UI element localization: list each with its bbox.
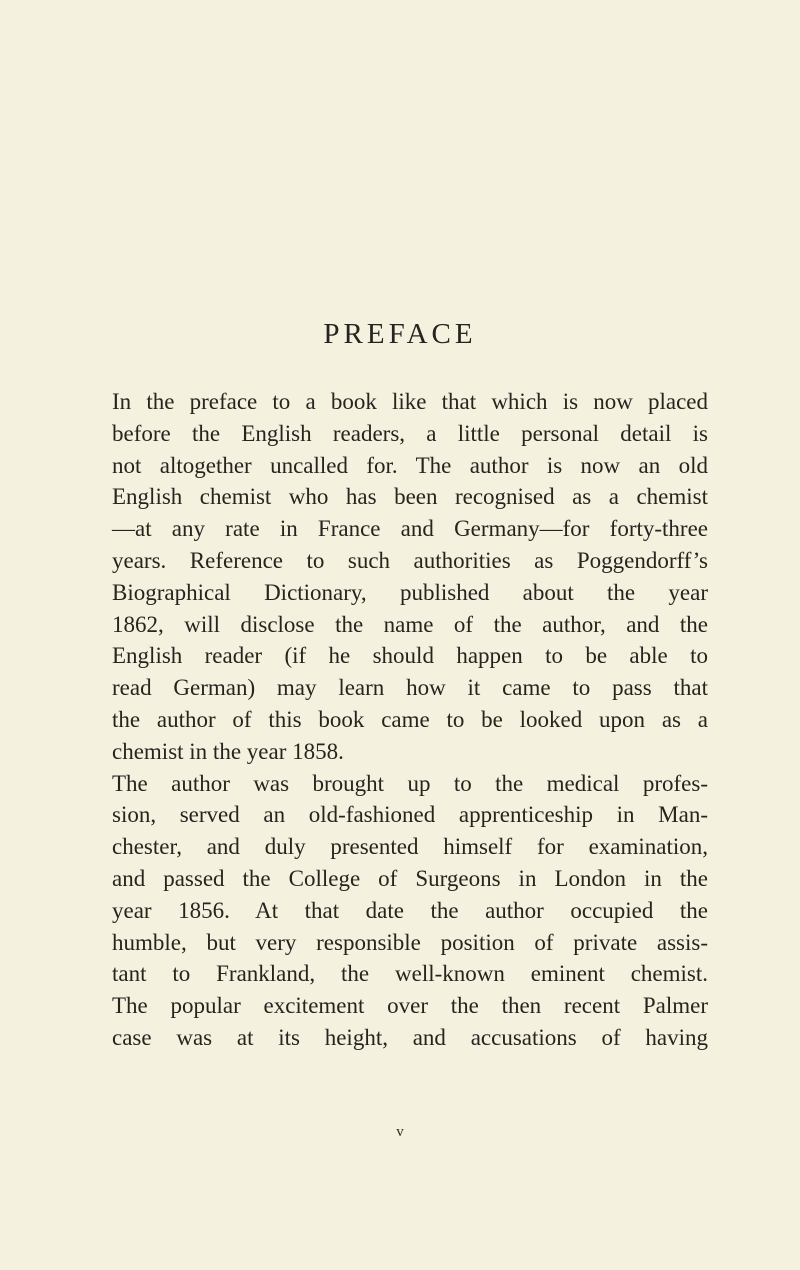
text-line: chester, and duly presented himself for examination, (112, 834, 708, 860)
text-line: —at any rate in France and Germany—for forty-three (112, 516, 708, 542)
text-line: English chemist who has been recognised as a chemist (112, 484, 708, 510)
page-number: v (396, 1124, 404, 1140)
text-line: read German) may learn how it came to pass that (112, 675, 708, 701)
text-line: chemist in the year 1858. (112, 738, 344, 764)
text-line: before the English readers, a little personal detail is (112, 420, 708, 446)
text-line: case was at its height, and accusations of having (112, 1024, 708, 1050)
text-line: years. Reference to such authorities as Poggendorff’s (112, 547, 708, 573)
paragraph-2 (112, 768, 708, 1054)
text-line: The author was brought up to the medical profes- (112, 770, 708, 796)
text-line: 1862, will disclose the name of the author, and the (112, 611, 708, 637)
text-line: English reader (if he should happen to be able to (112, 643, 708, 669)
text-line: and passed the College of Surgeons in London in the (112, 865, 708, 891)
text-line: The popular excitement over the then recent Palmer (112, 993, 708, 1019)
text-line: humble, but very responsible position of private assis- (112, 929, 708, 955)
text-line: the author of this book came to be looked upon as a (112, 706, 708, 732)
text-line: year 1856. At that date the author occupied the (112, 897, 708, 923)
text-line: sion, served an old-fashioned apprenticeship in Man- (112, 802, 708, 828)
preface-text (112, 386, 708, 1054)
paragraph-1 (112, 386, 708, 768)
text-line: In the preface to a book like that which is now placed (112, 389, 708, 414)
text-line: Biographical Dictionary, published about the year (112, 579, 708, 605)
page-title: PREFACE (323, 318, 477, 350)
text-line: tant to Frankland, the well-known eminent chemist. (112, 961, 708, 987)
text-line: not altogether uncalled for. The author is now an old (112, 452, 708, 478)
